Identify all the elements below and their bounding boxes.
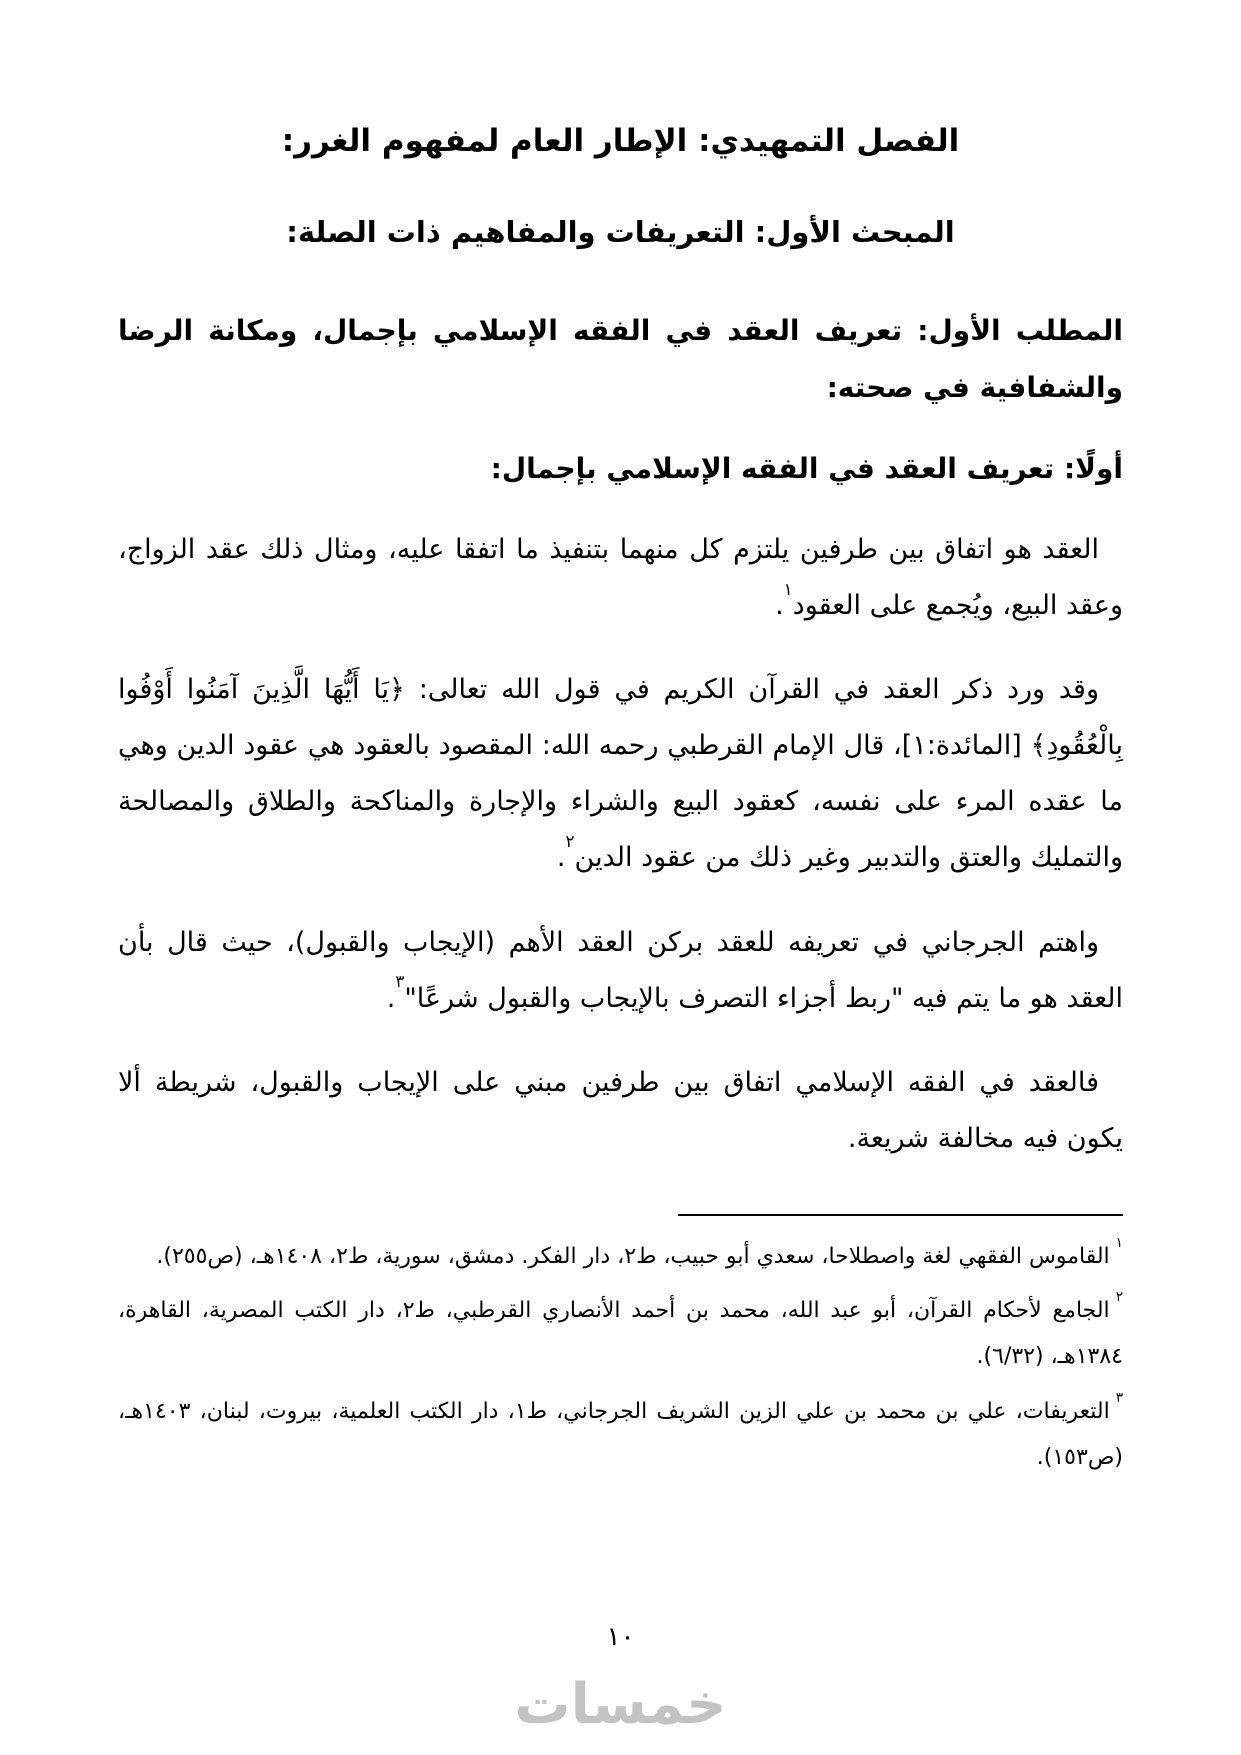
chapter-title: الفصل التمهيدي: الإطار العام لمفهوم الغرر: xyxy=(281,123,960,159)
footnote-3 xyxy=(118,1389,1123,1481)
footnote-2-number: ٢ xyxy=(1115,1289,1124,1306)
paragraph-2-text: وقد ورد ذكر العقد في القرآن الكريم في قول الله تعالى: ﴿يَا أَيُّهَا الَّذِينَ آمَنُوا أَوْفُوا بِالْعُقُودِ﴾ [المائدة:١]، قال الإمام القرطبي رحمه الله: المقصود بالعقود هي عقود الدين وهي ما عقده المرء على نفسه، كعقود البيع والشراء والإجارة والمناكحة والطلاق والمصالحة والتمليك والعتق والتدبير وغير ذلك من عقود الدين xyxy=(118,673,1123,874)
paragraph-3-text: واهتم الجرجاني في تعريفه للعقد بركن العقد الأهم (الإيجاب والقبول)، حيث قال بأن العقد هو ما يتم فيه "ربط أجزاء التصرف بالإيجاب والقبول شرعًا" xyxy=(118,926,1123,1014)
footnote-2 xyxy=(118,1288,1123,1380)
list-heading: أولًا: تعريف العقد في الفقه الإسلامي بإجمال: xyxy=(490,451,1123,485)
footnote-2-text: الجامع لأحكام القرآن، أبو عبد الله، محمد بن أحمد الأنصاري القرطبي، ط٢، دار الكتب المصرية، القاهرة، ١٣٨٤هـ، (٦/٣٢). xyxy=(118,1298,1123,1370)
footnote-3-text: التعريفات، علي بن محمد بن علي الزين الشريف الجرجاني، ط١، دار الكتب العلمية، بيروت، لبنان، ١٤٠٣هـ، (ص١٥٣). xyxy=(118,1398,1123,1470)
footnote-ref-2: ٢ xyxy=(565,831,575,852)
footnotes-section xyxy=(118,1214,1123,1489)
footnote-ref-3: ٣ xyxy=(395,971,405,992)
paragraph-2-end: . xyxy=(556,842,566,874)
paragraph-3 xyxy=(118,915,1123,1027)
footnote-separator xyxy=(678,1214,1123,1216)
paragraph-3-end: . xyxy=(386,982,396,1014)
watermark-logo: خمسات xyxy=(514,1672,727,1737)
footnote-3-number: ٣ xyxy=(1115,1389,1124,1406)
section-title: المبحث الأول: التعريفات والمفاهيم ذات الصلة: xyxy=(286,214,955,249)
footnote-1 xyxy=(118,1234,1123,1280)
subsection-heading: المطلب الأول: تعريف العقد في الفقه الإسلامي بإجمال، ومكانة الرضا والشفافية في صحته: xyxy=(118,314,1123,405)
paragraph-1 xyxy=(118,522,1123,634)
paragraph-1-text: العقد هو اتفاق بين طرفين يلتزم كل منهما بتنفيذ ما اتفقا عليه، ومثال ذلك عقد الزواج، وعقد البيع، ويُجمع على العقود xyxy=(118,533,1123,621)
footnote-1-text: القاموس الفقهي لغة واصطلاحا، سعدي أبو حبيب، ط٢، دار الفكر. دمشق، سورية، ط٢، ١٤٠٨هـ، (ص٢٥٥). xyxy=(156,1244,1110,1269)
paragraph-4 xyxy=(118,1055,1123,1167)
paragraph-2 xyxy=(118,662,1123,887)
footnote-ref-1: ١ xyxy=(783,578,793,599)
paragraph-4-text: فالعقد في الفقه الإسلامي اتفاق بين طرفين مبني على الإيجاب والقبول، شريطة ألا يكون فيه مخالفة شريعة. xyxy=(118,1066,1123,1154)
paragraph-1-end: . xyxy=(775,589,784,621)
page-number: ١٠ xyxy=(606,1622,635,1652)
footnote-1-number: ١ xyxy=(1115,1235,1123,1252)
